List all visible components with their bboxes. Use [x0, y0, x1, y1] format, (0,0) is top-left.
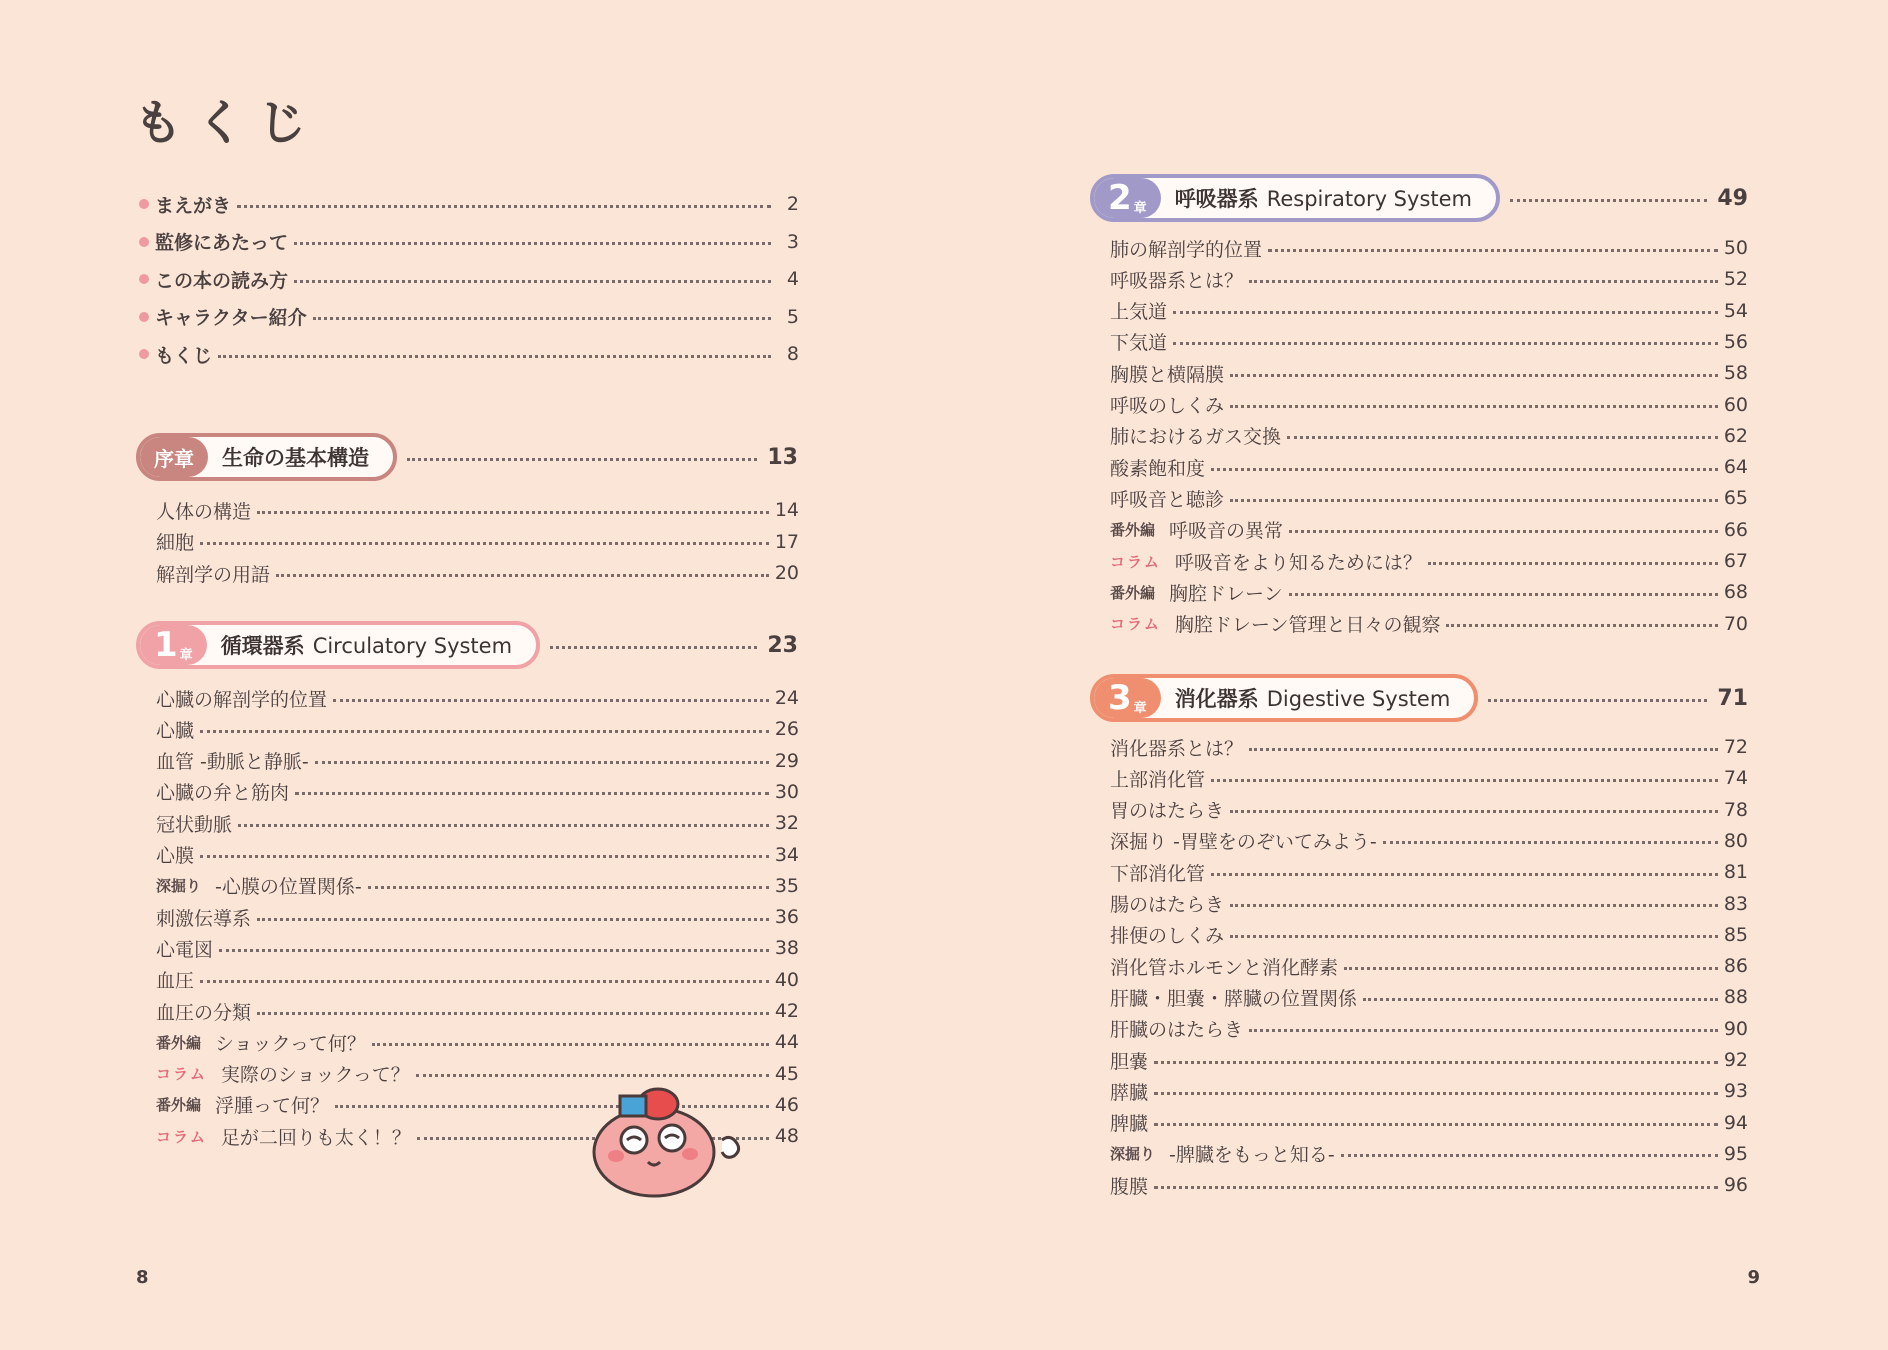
toc-entry[interactable] [1110, 1172, 1748, 1198]
toc-entry[interactable] [156, 529, 799, 555]
leader-dots [1268, 249, 1718, 252]
leader-dots [1154, 1092, 1718, 1095]
entry-tag: 番外編 [156, 1096, 202, 1115]
chapter-badge [140, 625, 207, 665]
chapter-badge [1094, 678, 1161, 718]
chapter-page-number: 71 [1717, 685, 1748, 711]
entry-page-number: 50 [1723, 237, 1748, 259]
toc-entry[interactable] [1110, 1110, 1748, 1136]
leader-dots [1249, 280, 1718, 283]
chapter-number: 3 [1108, 678, 1132, 718]
chapter-title-ja: 生命の基本構造 [222, 446, 369, 470]
page-number-right: 9 [1747, 1267, 1760, 1288]
entry-page-number: 3 [786, 230, 799, 253]
leader-dots [200, 730, 769, 733]
entry-page-number: 62 [1723, 424, 1748, 447]
entry-label: 肺におけるガス交換 [1110, 426, 1282, 449]
chapter-heading-3[interactable] [1090, 674, 1748, 722]
toc-entry[interactable] [156, 779, 799, 805]
entry-page-number: 8 [786, 343, 799, 365]
toc-entry[interactable] [1110, 266, 1748, 292]
page-title: もくじ [134, 95, 321, 151]
entry-page-number: 74 [1723, 767, 1748, 790]
toc-entry[interactable] [139, 304, 799, 330]
entry-page-number: 64 [1723, 456, 1748, 479]
chapter-title-en: Circulatory System [312, 634, 513, 658]
entry-page-number: 2 [786, 193, 799, 215]
chapter-heading-prologue[interactable] [136, 433, 798, 481]
entry-page-number: 65 [1723, 487, 1748, 510]
toc-entry[interactable] [1110, 765, 1748, 791]
leader-dots [1230, 904, 1718, 907]
entry-tag: 番外編 [1110, 521, 1156, 540]
toc-entry[interactable] [156, 560, 799, 586]
entry-page-number: 14 [774, 499, 799, 521]
entry-page-number: 54 [1723, 299, 1748, 322]
entry-label: 人体の構造 [156, 500, 252, 523]
leader-dots [1363, 998, 1718, 1001]
entry-page-number: 72 [1723, 736, 1748, 758]
leader-dots [550, 646, 757, 649]
entry-label: 血管 -動脈と静脈- [156, 751, 309, 774]
entry-page-number: 78 [1723, 798, 1748, 821]
page-number-left: 8 [136, 1267, 149, 1288]
entry-page-number: 88 [1723, 986, 1748, 1009]
entry-label: 呼吸器系とは？ [1110, 269, 1244, 292]
chapter-title-ja: 消化器系 [1174, 687, 1259, 711]
entry-page-number: 96 [1723, 1174, 1748, 1197]
chapter-title [221, 630, 512, 660]
leader-dots [1154, 1061, 1718, 1064]
entry-label: 胃のはたらき [1110, 800, 1225, 823]
entry-label: 呼吸音をより知るためには？ [1174, 551, 1422, 574]
toc-entry[interactable] [1110, 517, 1748, 543]
entry-page-number: 35 [774, 874, 799, 897]
leader-dots [1173, 342, 1718, 345]
toc-entry[interactable] [1110, 797, 1748, 823]
chapter-pill [136, 621, 540, 669]
entry-page-number: 86 [1723, 955, 1748, 978]
toc-entry[interactable] [156, 748, 799, 774]
entry-label: 心臓の弁と筋肉 [156, 782, 290, 805]
toc-entry[interactable] [156, 810, 799, 836]
chapter-title [1175, 683, 1451, 713]
entry-label: 腹膜 [1110, 1175, 1149, 1198]
toc-entry[interactable] [156, 1029, 799, 1055]
entry-page-number: 85 [1723, 923, 1748, 946]
entry-label: 呼吸音の異常 [1169, 520, 1284, 543]
entry-label: 胸膜と横隔膜 [1110, 363, 1225, 386]
entry-page-number: 32 [774, 812, 799, 835]
entry-tag: 深掘り [1110, 1145, 1156, 1164]
entry-page-number: 90 [1723, 1017, 1748, 1040]
leader-dots [1289, 530, 1718, 533]
entry-page-number: 66 [1723, 518, 1748, 541]
toc-entry[interactable] [1110, 485, 1748, 511]
chapter-badge [140, 437, 208, 477]
entry-label: 肺の解剖学的位置 [1110, 238, 1263, 261]
toc-entry[interactable] [1110, 579, 1748, 605]
leader-dots [257, 511, 769, 514]
bullet-icon [139, 349, 149, 359]
entry-label: 脾臓 [1110, 1113, 1149, 1136]
entry-tag: 番外編 [1110, 583, 1156, 602]
leader-dots [1510, 199, 1707, 202]
chapter-pill [1090, 674, 1478, 722]
entry-label: 膵臓 [1110, 1081, 1149, 1104]
entry-page-number: 60 [1723, 393, 1748, 416]
entry-tag: コラム [1110, 615, 1161, 634]
entry-page-number: 46 [774, 1093, 799, 1116]
entry-label: まえがき [155, 194, 232, 217]
entry-label: 心臓 [156, 719, 195, 742]
entry-page-number: 38 [774, 937, 799, 960]
leader-dots [276, 574, 769, 577]
leader-dots [257, 918, 769, 921]
toc-entry[interactable] [156, 935, 799, 961]
entry-page-number: 80 [1723, 829, 1748, 852]
chapter-suffix: 章 [1133, 200, 1147, 216]
toc-entry[interactable] [156, 904, 799, 930]
entry-label: 呼吸音と聴診 [1110, 488, 1225, 511]
toc-entry[interactable] [1110, 360, 1748, 386]
leader-dots [315, 761, 769, 764]
entry-label: 解剖学の用語 [156, 563, 271, 586]
leader-dots [407, 458, 757, 461]
entry-tag: 番外編 [156, 1033, 202, 1052]
entry-page-number: 93 [1723, 1080, 1748, 1103]
entry-label: -脾臓をもっと知る- [1169, 1144, 1335, 1167]
chapter-badge [1094, 178, 1161, 218]
toc-entry[interactable] [1110, 734, 1748, 760]
bullet-icon [139, 312, 149, 322]
entry-page-number: 24 [774, 687, 799, 709]
entry-label: 細胞 [156, 532, 195, 554]
entry-label: 胆嚢 [1110, 1050, 1149, 1073]
leader-dots [1249, 1029, 1718, 1032]
chapter-title-en: Digestive System [1266, 687, 1451, 711]
entry-page-number: 68 [1723, 581, 1748, 604]
chapter-title [222, 442, 369, 472]
toc-entry[interactable] [156, 873, 799, 899]
entry-page-number: 67 [1723, 550, 1748, 572]
leader-dots [295, 792, 769, 795]
chapter-badge-label: 序章 [154, 446, 194, 471]
toc-entry[interactable] [156, 998, 799, 1024]
entry-tag: コラム [1110, 552, 1161, 571]
entry-label: 腸のはたらき [1110, 894, 1225, 916]
entry-page-number: 4 [786, 268, 799, 290]
entry-label: もくじ [155, 344, 213, 367]
entry-page-number: 30 [774, 780, 799, 803]
entry-label: 実際のショックって？ [220, 1064, 410, 1087]
toc-entry[interactable] [1110, 611, 1748, 637]
toc-entry[interactable] [156, 716, 799, 742]
leader-dots [1154, 1186, 1718, 1189]
toc-entry[interactable] [1110, 392, 1748, 418]
entry-label: 上部消化管 [1110, 768, 1206, 791]
toc-entry[interactable] [139, 191, 799, 217]
leader-dots [1230, 499, 1718, 502]
leader-dots [218, 355, 771, 358]
toc-entry[interactable] [1110, 298, 1748, 324]
toc-entry[interactable] [1110, 1141, 1748, 1167]
leader-dots [1446, 624, 1717, 627]
entry-page-number: 40 [774, 968, 799, 991]
chapter-title [1175, 183, 1472, 213]
entry-label: 胸腔ドレーン [1169, 582, 1283, 605]
toc-entry[interactable] [1110, 235, 1748, 261]
leader-dots [1428, 562, 1718, 565]
leader-dots [416, 1074, 769, 1077]
leader-dots [1383, 841, 1718, 844]
leader-dots [294, 280, 771, 283]
entry-page-number: 70 [1723, 612, 1748, 635]
chapter-title-ja: 呼吸器系 [1174, 187, 1259, 211]
chapter-number: 2 [1108, 178, 1132, 218]
entry-label: 足が二回りも太く！？ [220, 1126, 411, 1149]
entry-page-number: 58 [1723, 362, 1748, 385]
toc-entry[interactable] [156, 842, 799, 868]
entry-page-number: 44 [774, 1031, 799, 1054]
leader-dots [1211, 779, 1718, 782]
chapter-heading-1[interactable] [136, 621, 798, 669]
leader-dots [1287, 436, 1718, 439]
entry-label: 消化管ホルモンと消化酵素 [1110, 956, 1339, 979]
toc-entry[interactable] [139, 266, 799, 292]
leader-dots [1249, 748, 1718, 751]
entry-page-number: 29 [774, 749, 799, 772]
leader-dots [1341, 1154, 1718, 1157]
leader-dots [1344, 967, 1718, 970]
leader-dots [219, 949, 769, 952]
entry-label: 刺激伝導系 [156, 907, 252, 930]
entry-page-number: 34 [774, 843, 799, 866]
chapter-title-en: Respiratory System [1266, 187, 1472, 211]
chapter-suffix: 章 [179, 647, 193, 663]
entry-label: キャラクター紹介 [155, 307, 307, 329]
toc-entry[interactable] [1110, 1047, 1748, 1073]
entry-label: 胸腔ドレーン管理と日々の観察 [1174, 614, 1441, 637]
entry-label: 肝臓のはたらき [1110, 1019, 1244, 1042]
entry-page-number: 5 [786, 305, 799, 328]
entry-label: 深掘り -胃壁をのぞいてみよう- [1110, 831, 1377, 854]
entry-tag: 深掘り [156, 877, 202, 896]
toc-entry[interactable] [1110, 891, 1748, 917]
entry-page-number: 56 [1723, 330, 1748, 353]
toc-entry[interactable] [156, 967, 799, 993]
bullet-icon [139, 199, 149, 209]
entry-page-number: 36 [774, 906, 799, 929]
toc-entry[interactable] [1110, 1016, 1748, 1042]
entry-label: -心膜の位置関係- [215, 876, 362, 899]
mascot-illustration [582, 1082, 752, 1202]
entry-tag: コラム [156, 1127, 207, 1146]
entry-page-number: 48 [774, 1125, 799, 1148]
leader-dots [368, 886, 769, 889]
leader-dots [237, 205, 771, 208]
toc-entry[interactable] [139, 229, 799, 255]
entry-page-number: 26 [774, 718, 799, 741]
entry-page-number: 42 [774, 1000, 799, 1022]
leader-dots [1230, 405, 1718, 408]
entry-label: この本の読み方 [155, 269, 289, 292]
toc-entry[interactable] [1110, 454, 1748, 480]
chapter-pill [136, 433, 397, 481]
leader-dots [372, 1043, 769, 1046]
entry-page-number: 81 [1723, 861, 1748, 884]
entry-tag: コラム [156, 1065, 207, 1084]
chapter-page-number: 13 [767, 444, 798, 470]
toc-entry[interactable] [1110, 548, 1748, 574]
toc-entry[interactable] [156, 497, 799, 523]
leader-dots [1488, 699, 1707, 702]
leader-dots [200, 542, 769, 545]
chapter-title-ja: 循環器系 [220, 634, 305, 658]
chapter-heading-2[interactable] [1090, 174, 1748, 222]
leader-dots [333, 699, 769, 702]
leader-dots [1211, 468, 1718, 471]
bullet-icon [139, 274, 149, 284]
entry-label: 血圧 [156, 970, 195, 993]
right-page [944, 0, 1888, 1350]
chapter-page-number: 23 [767, 632, 798, 658]
chapter-number: 1 [154, 625, 178, 665]
toc-entry[interactable] [1110, 953, 1748, 979]
toc-entry[interactable] [1110, 1078, 1748, 1104]
entry-label: 下気道 [1110, 332, 1168, 355]
entry-label: 下部消化管 [1110, 862, 1206, 885]
chapter-pill [1090, 174, 1500, 222]
toc-entry[interactable] [1110, 828, 1748, 854]
entry-page-number: 45 [774, 1062, 799, 1085]
entry-label: 心膜 [156, 845, 195, 867]
toc-entry[interactable] [1110, 859, 1748, 885]
toc-entry[interactable] [1110, 984, 1748, 1010]
entry-label: 肝臓・胆嚢・膵臓の位置関係 [1110, 987, 1358, 1010]
leader-dots [1230, 374, 1718, 377]
entry-label: 排便のしくみ [1110, 925, 1225, 948]
entry-label: ショックって何？ [215, 1032, 366, 1055]
toc-entry[interactable] [1110, 423, 1748, 449]
leader-dots [294, 242, 771, 245]
leader-dots [1154, 1123, 1718, 1126]
entry-label: 監修にあたって [155, 232, 289, 254]
leader-dots [1173, 311, 1718, 314]
entry-label: 血圧の分類 [156, 1001, 252, 1024]
leader-dots [313, 317, 771, 320]
entry-label: 心臓の解剖学的位置 [156, 688, 328, 711]
entry-page-number: 92 [1723, 1049, 1748, 1071]
leader-dots [257, 1012, 769, 1015]
entry-page-number: 20 [774, 562, 799, 584]
bullet-icon [139, 237, 149, 247]
toc-entry[interactable] [139, 341, 799, 367]
leader-dots [238, 824, 769, 827]
entry-label: 呼吸のしくみ [1110, 395, 1225, 417]
entry-page-number: 94 [1723, 1111, 1748, 1134]
entry-label: 心電図 [156, 938, 214, 961]
entry-label: 浮腫って何？ [215, 1095, 330, 1118]
entry-page-number: 17 [774, 530, 799, 553]
leader-dots [200, 855, 769, 858]
toc-entry[interactable] [1110, 329, 1748, 355]
leader-dots [1211, 873, 1718, 876]
leader-dots [1289, 593, 1718, 596]
entry-label: 酸素飽和度 [1110, 457, 1206, 480]
chapter-suffix: 章 [1133, 700, 1147, 716]
entry-label: 消化器系とは？ [1110, 737, 1244, 760]
leader-dots [1230, 935, 1718, 938]
leader-dots [1230, 810, 1718, 813]
entry-label: 上気道 [1110, 301, 1168, 324]
entry-page-number: 52 [1723, 268, 1748, 291]
entry-label: 冠状動脈 [156, 813, 233, 836]
leader-dots [200, 980, 769, 983]
entry-page-number: 95 [1723, 1142, 1748, 1165]
entry-page-number: 83 [1723, 892, 1748, 915]
toc-entry[interactable] [156, 685, 799, 711]
toc-entry[interactable] [1110, 922, 1748, 948]
chapter-page-number: 49 [1717, 185, 1748, 211]
